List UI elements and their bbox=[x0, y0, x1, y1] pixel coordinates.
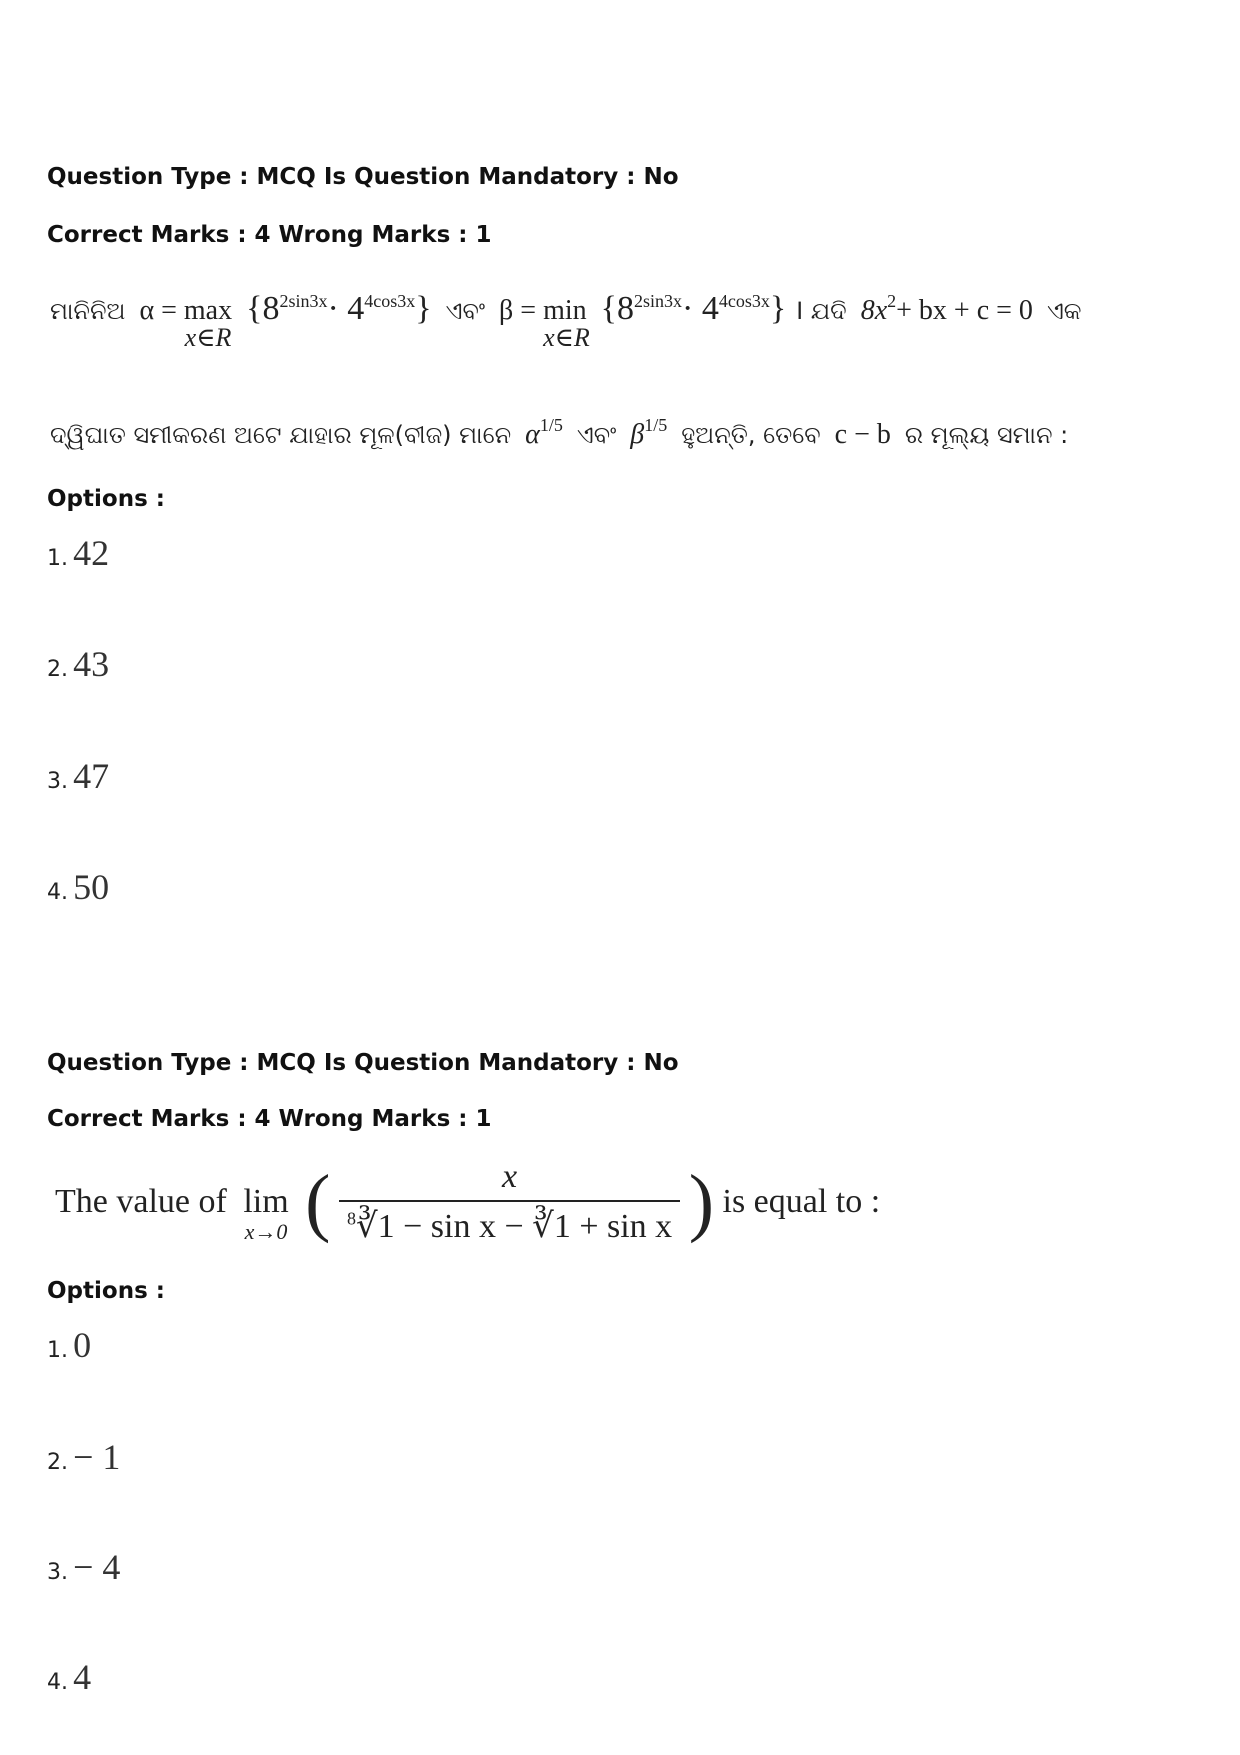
q2-denominator-text: ∛1 − sin x − ∛1 + sin x bbox=[355, 1208, 673, 1245]
q1-option-4-number: 4. bbox=[47, 880, 68, 905]
q1-set-2-open: {8 bbox=[600, 290, 634, 327]
q2-option-2-number: 2. bbox=[47, 1450, 68, 1475]
q1-option-4[interactable] bbox=[47, 866, 109, 908]
q1-set-2 bbox=[601, 290, 787, 327]
q2-option-4-value: 4 bbox=[73, 1657, 92, 1697]
q1-set-2-exp2: 4cos3x bbox=[718, 291, 770, 311]
q1-option-2-number: 2. bbox=[47, 657, 68, 682]
q2-right-paren: ) bbox=[688, 1160, 714, 1244]
q1-set-1-close: } bbox=[415, 290, 432, 327]
q2-option-3-number: 3. bbox=[47, 1560, 68, 1585]
q1-line2-text-c: ର ମୂଲ୍ୟ ସମାନ : bbox=[904, 421, 1069, 449]
q1-word-a: ଏକ bbox=[1046, 297, 1082, 325]
q2-denominator bbox=[339, 1200, 680, 1246]
q1-min-label: min bbox=[543, 295, 587, 326]
q1-set-1-dot4: · 4 bbox=[327, 290, 365, 327]
q1-min-operator bbox=[543, 295, 590, 352]
q1-poly-square: 2 bbox=[887, 291, 897, 311]
q1-option-3-number: 3. bbox=[47, 769, 68, 794]
q1-stem-line-2 bbox=[50, 415, 1068, 451]
q1-alpha-root: α bbox=[525, 419, 540, 450]
q1-option-2[interactable] bbox=[47, 643, 109, 685]
q1-alpha-power: 1/5 bbox=[539, 415, 563, 435]
q1-option-3-value: 47 bbox=[73, 756, 110, 796]
q1-poly-lead: 8x bbox=[860, 295, 888, 326]
q2-type-line: Question Type : MCQ Is Question Mandatory : No bbox=[47, 1050, 679, 1076]
q1-set-2-exp1: 2sin3x bbox=[633, 291, 682, 311]
q2-stem bbox=[55, 1158, 880, 1246]
q1-line2-and: ଏବଂ bbox=[576, 421, 617, 449]
q1-option-1-number: 1. bbox=[47, 546, 68, 571]
q1-separator: । bbox=[793, 295, 804, 326]
q1-set-1 bbox=[246, 290, 432, 327]
q2-option-3-value: − 4 bbox=[73, 1547, 121, 1587]
q2-suffix: is equal to : bbox=[722, 1183, 881, 1220]
q1-set-2-close: } bbox=[769, 290, 787, 327]
q2-limit-sub: x→0 bbox=[244, 1219, 288, 1244]
q2-limit bbox=[243, 1183, 289, 1244]
q1-set-1-exp1: 2sin3x bbox=[279, 291, 328, 311]
q1-min-domain: x∈R bbox=[543, 323, 590, 352]
q2-option-1-number: 1. bbox=[47, 1338, 68, 1363]
q2-root-index: 8 bbox=[346, 1208, 356, 1229]
q1-poly-rest: + bx + c = 0 bbox=[896, 295, 1033, 326]
q1-option-1[interactable] bbox=[47, 532, 109, 574]
q1-marks-line: Correct Marks : 4 Wrong Marks : 1 bbox=[47, 222, 492, 248]
q2-left-paren: ( bbox=[305, 1160, 331, 1244]
q1-beta-power: 1/5 bbox=[644, 415, 668, 435]
q2-numerator: x bbox=[502, 1158, 518, 1195]
q2-options-label: Options : bbox=[47, 1278, 165, 1304]
q1-max-domain: x∈R bbox=[184, 323, 232, 352]
q1-stem-line-1 bbox=[50, 290, 1082, 352]
q2-fraction bbox=[339, 1158, 680, 1246]
q1-poly bbox=[860, 291, 1033, 326]
q1-max-label: max bbox=[183, 295, 233, 326]
q2-option-2[interactable] bbox=[47, 1436, 120, 1478]
q2-option-3[interactable] bbox=[47, 1546, 120, 1588]
q1-word-let: ମାନିନିଅ bbox=[50, 297, 126, 325]
q1-line2-text-b: ହୁଅନ୍ତି, ତେବେ bbox=[681, 421, 821, 449]
q1-option-2-value: 43 bbox=[73, 644, 110, 684]
q1-word-and: ଏବଂ bbox=[445, 297, 486, 325]
q1-option-1-value: 42 bbox=[73, 533, 110, 573]
q2-option-1-value: 0 bbox=[73, 1325, 92, 1365]
q2-option-2-value: − 1 bbox=[73, 1437, 121, 1477]
q2-option-4[interactable] bbox=[47, 1656, 91, 1698]
q2-option-1[interactable] bbox=[47, 1324, 91, 1366]
q2-prefix: The value of bbox=[55, 1183, 227, 1220]
q1-set-1-open: {8 bbox=[246, 290, 280, 327]
q1-expression: c − b bbox=[834, 419, 891, 450]
q1-options-label: Options : bbox=[47, 486, 165, 512]
q2-marks-line: Correct Marks : 4 Wrong Marks : 1 bbox=[47, 1106, 492, 1132]
q1-beta-root: β bbox=[630, 419, 645, 450]
q1-beta-eq: β = bbox=[499, 295, 537, 326]
q1-set-2-dot4: · 4 bbox=[682, 290, 719, 327]
q2-limit-label: lim bbox=[243, 1183, 289, 1220]
q1-option-3[interactable] bbox=[47, 755, 109, 797]
q1-line2-text-a: ଦ୍ୱିଘାତ ସମୀକରଣ ଅଟେ ଯାହାର ମୂଳ(ବୀଜ) ମାନେ bbox=[50, 421, 512, 449]
q1-alpha-eq: α = bbox=[139, 295, 177, 326]
q1-option-4-value: 50 bbox=[73, 867, 110, 907]
q1-type-line: Question Type : MCQ Is Question Mandatory : No bbox=[47, 164, 679, 190]
q1-set-1-exp2: 4cos3x bbox=[364, 291, 416, 311]
q1-word-if: ଯଦି bbox=[810, 297, 847, 325]
q1-max-operator bbox=[183, 295, 233, 352]
q2-option-4-number: 4. bbox=[47, 1670, 68, 1695]
